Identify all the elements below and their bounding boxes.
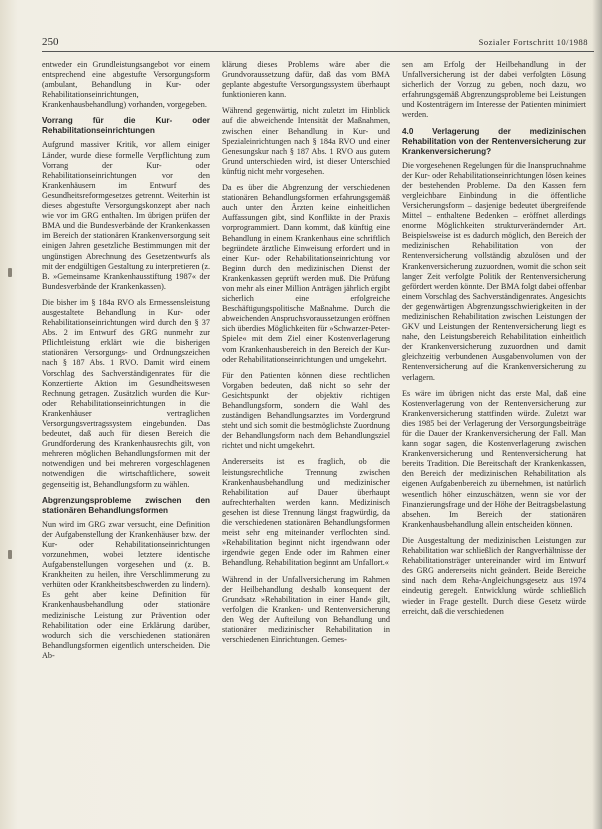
paragraph: Die Ausgestaltung der medizinischen Leistungen zur Rehabilitation war schließlich der Rangverhältnisse der Rehabilitationsträger untereinander wird im Entwurf des GRG andererseits nicht geändert. Beide Bereiche sind nach dem Reha-Angleichungsgesetz aus 1974 eindeutig geregelt. Entwicklung würde schließlich wieder in Frage gestellt. Durch diese Gesetz würde erreicht, daß die verschiedenen bbox=[402, 535, 586, 616]
text-column-3 bbox=[402, 60, 586, 820]
paragraph: sen am Erfolg der Heilbehandlung in der Unfallversicherung ist der dabei verfolgten Lösung sicherlich der Vorzug zu geben, noch dazu, wo erfahrungsgemäß Abgrenzungsprobleme bei Leistungen und Kostenträgern im Interesse der Patienten minimiert werden. bbox=[402, 60, 586, 120]
section-heading: Vorrang für die Kur- oder Rehabilitationseinrichtungen bbox=[42, 116, 210, 136]
page-header bbox=[42, 36, 594, 50]
paragraph: Aufgrund massiver Kritik, vor allem einiger Länder, wurde diese formelle Verpflichtung zum Vorrang der Kur- oder Rehabilitationseinrichtungen vor den Krankenhäusern im Entwurf des Gesundheitsreformgesetzes getrennt. Weiterhin ist dieses abgestufte Versorgungskonzept aber nach wie vor im GRG enthalten. Im übrigen prüfen der BMA und die Bundesverbände der Krankenkassen im Bereich der stationären Krankenversorgung seit einigen Jahren gesetzliche Bestimmungen mit der ungünstigen Abrechnung des Gesetzentwurfs als mit der endgültigen Gestaltung zu interpretieren (z. B. »Gemeinsame Krankenhausstiftung 1987« der Bundesverbände der Krankenkassen). bbox=[42, 140, 210, 291]
paragraph: Die vorgesehenen Regelungen für die Inanspruchnahme der Kur- oder Rehabilitationseinrichtungen lösen keines der bestehenden Probleme. Da den Kassen fern vergleichbare Einbindung in die öffentliche Versicherungsform – dasjenige bedeutet übergreifende Mittel – enthaltene Bedenken – eröffnet allerdings enorme Möglichkeiten strukturverändernder Art. Beispielsweise ist es dadurch möglich, den Bereich der medizinischen Rehabilitation von der Rentenversicherung vollständig abzulösen und der Krankenversicherung zuzuordnen, womit die schon seit langer Zeit verfolgte Politik der Rentenversicherung gefördert werden könnte. Der BMA folgt dabei offenbar einem Vorschlag des Sachverständigenrates. Angesichts der gegenwärtigen Abgrenzungsschwierigkeiten in der medizinischen Rehabilitation zwischen Leistungen der GKV und Leistungen der Rentenversicherung liegt es nahe, den Leistungsbereich Rehabilitation einheitlich der Krankenversicherung zuzuordnen und damit gleichzeitig verbundenen Ausgabenvolumen von der Rentenversicherung auf die Krankenversicherung zu verlagern. bbox=[402, 160, 586, 382]
paragraph: entweder ein Grundleistungsangebot vor einem entsprechend eine abgestufte Versorgungsform (ambulant, Behandlung in Kur- oder Rehabilitationseinrichtungen, Krankenhausbehandlung) vorhanden, vorgegeben. bbox=[42, 60, 210, 110]
paragraph: Die bisher im § 184a RVO als Ermessensleistung ausgestaltete Behandlung in Kur- oder Rehabilitationseinrichtungen wird durch den § 37 Abs. 2 im Entwurf des GRG nunmehr zur Pflichtleistung erklärt wie die bisherigen stationären Versorgungs- und Ordnungszeichen nach § 187 Abs. 1 RVO. Damit wird einem Vorschlag des Sachverständigenrates für die Konzertierte Aktion im Gesundheitswesen Rechnung getragen. Zusätzlich wurden die Kur- oder Rehabilitationseinrichtungen in die Krankenhäuser vertraglichen Versorgungsvertragssystem eingebunden. Das bedeutet, daß auch für diesen Bereich die Grundforderung des Krankenhausrechts gilt, von mehreren möglichen Behandlungsformen mit der notwendigen und bei mehreren vorgeschlagenen notwendigen die wirtschaftlichere, soweit gegenseitig ist, Behandlungsform zu wählen. bbox=[42, 297, 210, 489]
section-heading: Abgrenzungsprobleme zwischen den stationären Behandlungsformen bbox=[42, 495, 210, 515]
paragraph: Da es über die Abgrenzung der verschiedenen stationären Behandlungsformen erfahrungsgemäß auch unter den Ärzten keine einheitlichen Auffassungen gibt, sind Konflikte in der Praxis vorprogrammiert. Dann kommt, daß künftig eine Behandlung in einem Krankenhaus eine schriftlich begründete ärztliche Einweisung erfordert und in einer Kur- oder Rehabilitationseinrichtung vor Beginn durch den medizinischen Dienst der Krankenkassen geprüft werden muß. Die Prüfung von mehr als einer Million Anträgen jährlich ergibt sicherlich eine erfolgreiche Beschäftigungspolitische Maßnahme. Durch die abweichenden Anspruchsvoraussetzungen eröffnen sich überdies Möglichkeiten für »Schwarzer-Peter-Spiele« mit dem Ziel einer Kostenverlagerung vom Krankenhausbereich in den Bereich der Kur- oder Rehabilitationseinrichtungen und umgekehrt. bbox=[222, 183, 390, 364]
paragraph: Nun wird im GRG zwar versucht, eine Definition der Aufgabenstellung der Krankenhäuser bzw. der Kur- oder Rehabilitationseinrichtungen vorzunehmen, wobei letztere identische Aufgabenstellungen vorgesehen und (z. B. Krankheiten zu heilen, ihre Verschlimmerung zu verhüten oder Krankheitsbeschwerden zu lindern). Es geht aber keine Definition für Krankenhausbehandlung oder stationäre medizinische Leistung zur Prävention oder Rehabilitation oder eine Erklärung darüber, wodurch sich die verschiedenen stationären Behandlungsformen eigentlich unterscheiden. Die Ab- bbox=[42, 519, 210, 660]
paragraph: Es wäre im übrigen nicht das erste Mal, daß eine Kostenverlagerung von der Rentenversicherung zur Krankenversicherung stattfinden würde. Zuletzt war dies 1985 bei der Verlagerung der Versorgungsbeiträge für die Dauer der Krankenversicherung der Fall. Man kann sogar sagen, die Kostenverlagerung zwischen Krankenversicherung und Rentenversicherung hat bereits Tradition. Die Bereitschaft der Krankenkassen, den Bereich der medizinischen Rehabilitation als eigenen Aufgabenbereich zu übernehmen, ist natürlich wesentlich höher einzuschätzen, wenn sie vor der Finanzierungsfrage und der Höhe der Beitragsbelastung absehen. Im Bereich der stationären Krankenhausbehandlung allein entscheiden können. bbox=[402, 388, 586, 529]
paragraph: Für den Patienten können diese rechtlichen Vorgaben bedeuten, daß nicht so sehr der Gesichtspunkt der objektiv richtigen Behandlungsform, sondern die Wahl des zuständigen Behandlungsarztes im Vordergrund steht und sich somit die bestmöglichste Zuordnung der Behandlungsform nach dem Behandlungsziel richtet und nicht umgekehrt. bbox=[222, 370, 390, 451]
paragraph: Andererseits ist es fraglich, ob die leistungsrechtliche Trennung zwischen Krankenhausbehandlung und medizinischer Rehabilitation auf Dauer überhaupt aufrechterhalten werden kann. Medizinisch gesehen ist diese Trennung längst fragwürdig, da die verschiedenen stationären Behandlungsformen meist sehr eng miteinander verflochten sind. »Rehabilitation beginnt nicht irgendwann oder irgendwie gegen Ende oder im Rahmen einer Behandlung. Rehabilitation beginnt am Unfallort.« bbox=[222, 457, 390, 568]
page-edge-shadow bbox=[592, 0, 602, 829]
binding-mark bbox=[8, 268, 12, 277]
running-head: Sozialer Fortschritt 10/1988 bbox=[478, 37, 588, 47]
section-heading: 4.0 Verlagerung der medizinischen Rehabilitation von der Rentenversicherung zur Krankenversicherung? bbox=[402, 126, 586, 156]
paragraph: klärung dieses Problems wäre aber die Grundvoraussetzung dafür, daß das vom BMA geplante abgestufte Versorgungssystem überhaupt funktionieren kann. bbox=[222, 60, 390, 100]
text-column-1 bbox=[42, 60, 210, 820]
paragraph: Während gegenwärtig, nicht zuletzt im Hinblick auf die abweichende Intensität der Maßnahmen, zwischen einer Behandlung in Kur- und Spezialeinrichtungen nach § 184a RVO und einer Genesungskur nach § 187 Abs. 1 RVO aus gutem Grund unterschieden wird, ist dieser Unterschied künftig nicht mehr vorgesehen. bbox=[222, 106, 390, 176]
text-column-2 bbox=[222, 60, 390, 820]
header-rule bbox=[42, 51, 594, 52]
page-number: 250 bbox=[42, 36, 59, 48]
binding-mark bbox=[8, 550, 12, 559]
paragraph: Während in der Unfallversicherung im Rahmen der Heilbehandlung deshalb konsequent der Grundsatz »Rehabilitation in einer Hand« gilt, verfolgen die Kranken- und Rentenversicherung den Weg der Aufteilung von Behandlung und stationärer medizinischer Rehabilitation in verschiedenen Einrichtungen. Gemes- bbox=[222, 574, 390, 645]
